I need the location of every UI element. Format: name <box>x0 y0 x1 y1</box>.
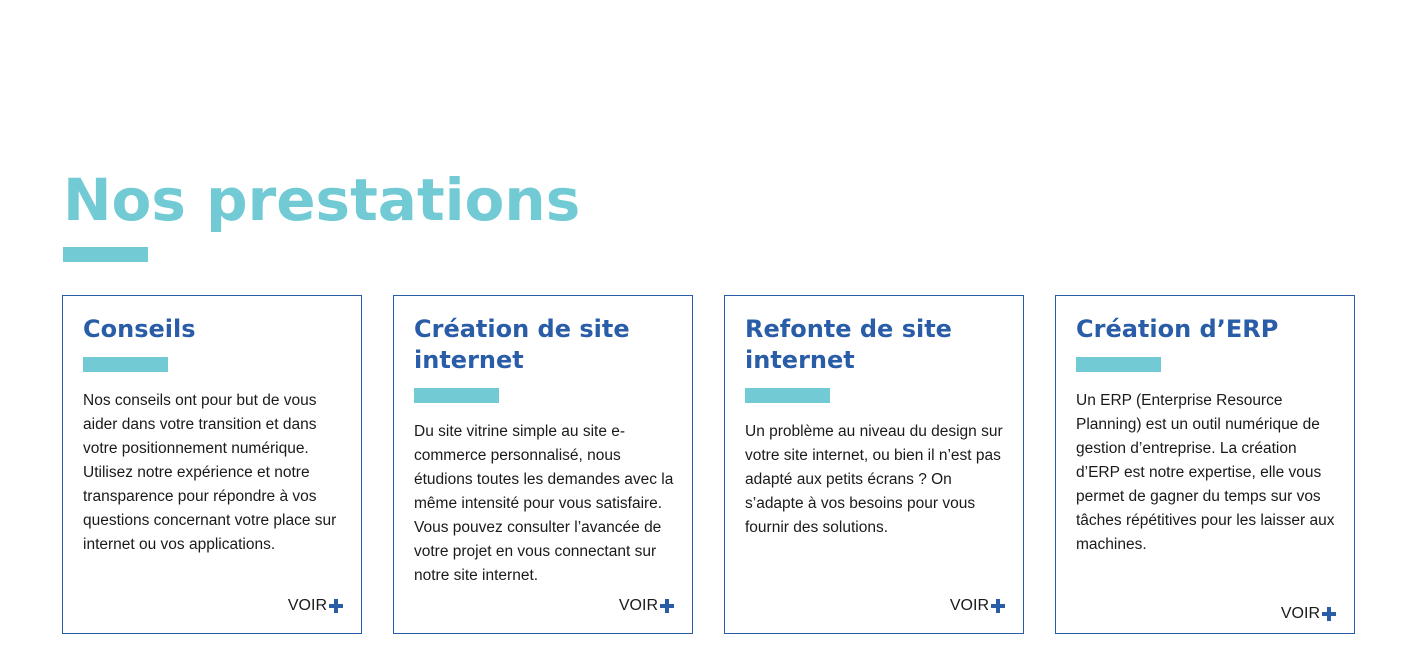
voir-link-conseils[interactable] <box>288 597 343 615</box>
service-card-creation-erp <box>1055 295 1355 634</box>
card-description: Nos conseils ont pour but de vous aider dans votre transition et dans votre positionnement numérique. Utilisez notre expérience et notre transparence pour répondre à vos questions concernant votre place sur internet ou vos applications. <box>83 392 337 553</box>
plus-icon <box>991 599 1005 613</box>
service-card-conseils <box>62 295 362 634</box>
plus-icon <box>660 599 674 613</box>
card-title-underline <box>1076 357 1161 372</box>
service-card-refonte-site <box>724 295 1024 634</box>
card-title: Création d’ERP <box>1076 315 1279 343</box>
voir-link-creation-erp[interactable] <box>1281 605 1336 623</box>
section-title-underline <box>63 247 148 262</box>
service-card-creation-site <box>393 295 693 634</box>
voir-label: VOIR <box>618 597 658 614</box>
voir-link-creation-site[interactable] <box>619 597 674 615</box>
voir-link-refonte-site[interactable] <box>950 597 1005 615</box>
card-title: Refonte de site internet <box>745 315 952 374</box>
card-description: Du site vitrine simple au site e-commerce personnalisé, nous étudions toutes les demandes avec la même intensité pour vous satisfaire. Vous pouvez consulter l’avancée de votre projet en vous connectant sur notre site internet. <box>414 423 674 584</box>
card-title: Conseils <box>83 315 196 343</box>
voir-label: VOIR <box>287 597 327 614</box>
card-title-underline <box>745 388 830 403</box>
section-title: Nos prestations <box>63 166 581 234</box>
voir-label: VOIR <box>949 597 989 614</box>
card-description: Un ERP (Enterprise Resource Planning) est un outil numérique de gestion d’entreprise. La création d’ERP est notre expertise, elle vous permet de gagner du temps sur vos tâches répétitives pour les laisser aux machines. <box>1076 392 1335 553</box>
plus-icon <box>1322 607 1336 621</box>
card-title-underline <box>83 357 168 372</box>
voir-label: VOIR <box>1280 605 1320 622</box>
card-title-underline <box>414 388 499 403</box>
card-description: Un problème au niveau du design sur votre site internet, ou bien il n’est pas adapté aux petits écrans ? On s’adapte à vos besoins pour vous fournir des solutions. <box>745 423 1003 536</box>
plus-icon <box>329 599 343 613</box>
card-title: Création de site internet <box>414 315 630 374</box>
